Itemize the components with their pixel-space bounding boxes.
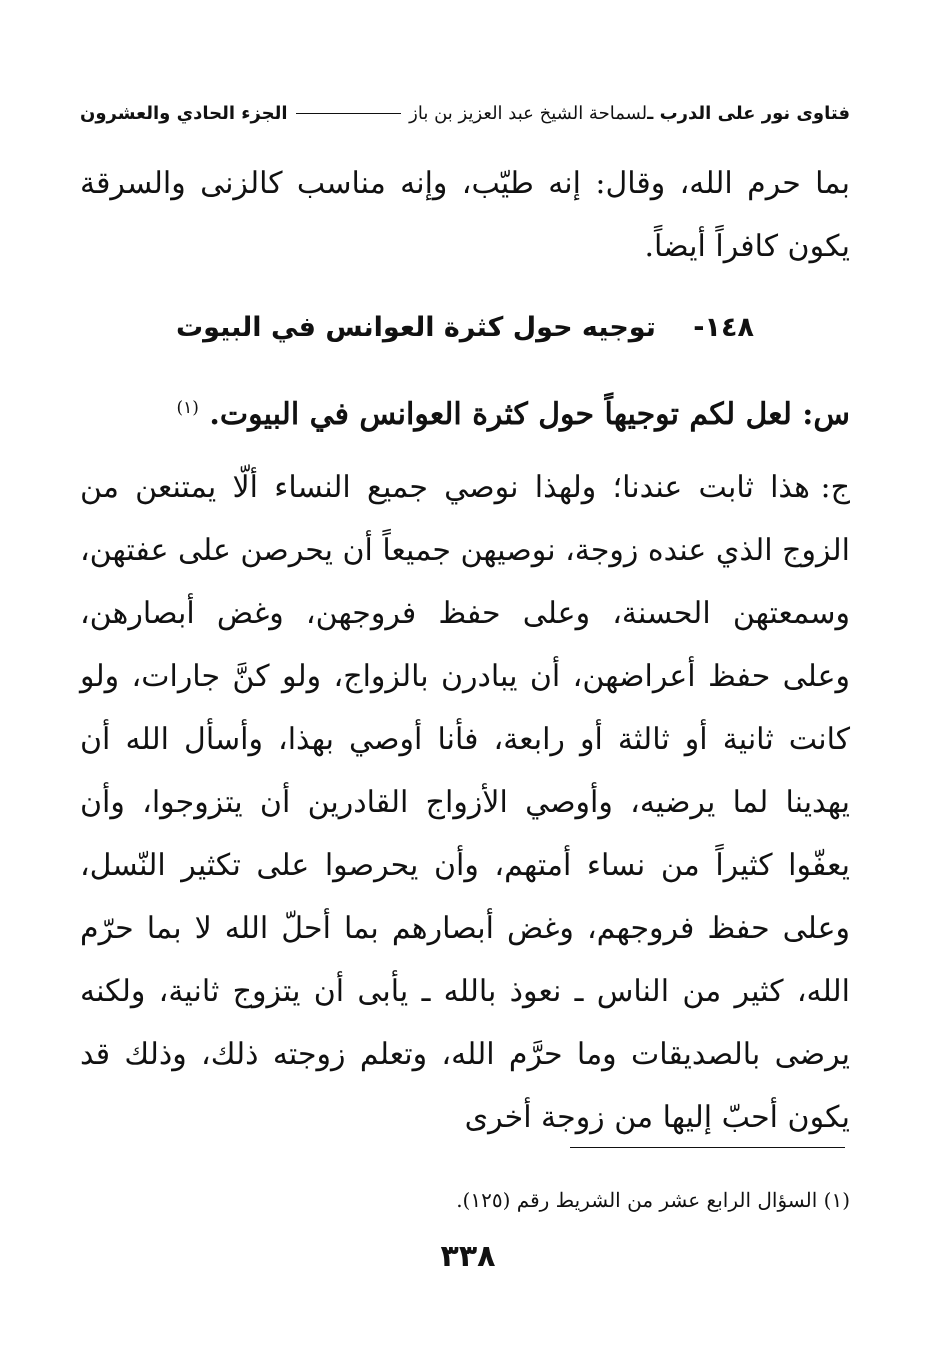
- header-volume: الجزء الحادي والعشرون: [80, 102, 288, 124]
- question-text: س: لعل لكم توجيهاً حول كثرة العوانس في البيوت.: [209, 397, 850, 432]
- answer-paragraph: [80, 456, 850, 1149]
- footnote-separator: [570, 1147, 845, 1148]
- section-title: توجيه حول كثرة العوانس في البيوت: [176, 312, 656, 343]
- question: [80, 375, 850, 448]
- answer-text: هذا ثابت عندنا؛ ولهذا نوصي جميع النساء ألّا يمتنعن من الزوج الذي عنده زوجة، نوصيهن جميعاً أن يحرصن على عفتهن، وسمعتهن الحسنة، وعلى حفظ فروجهن، وغض أبصارهن، وعلى حفظ أعراضهن، أن يبادرن بالزواج، ولو كنَّ جارات، ولو كانت ثانية أو ثالثة أو رابعة، فأنا أوصي بهذا، وأسأل الله أن يهدينا لما يرضيه، وأوصي الأزواج القادرين أن يتزوجوا، وأن يعفّوا كثيراً من نساء أمتهم، وأن يحرصوا على تكثير النّسل، وعلى حفظ فروجهم، وغض أبصارهم بما أحلّ الله لا بما حرّم الله، كثير من الناس ـ نعوذ بالله ـ يأبى أن يتزوج ثانية، ولكنه يرضى بالصديقات وما حرَّم الله، وتعلم زوجته ذلك، وذلك قد يكون أحبّ إليها من زوجة أخرى: [80, 470, 850, 1135]
- header-series-title: فتاوى نور على الدرب ـ: [647, 102, 850, 124]
- footnote-marker: (١): [176, 398, 199, 418]
- header-author: لسماحة الشيخ عبد العزيز بن باز: [409, 102, 648, 124]
- footnote: (١) السؤال الرابع عشر من الشريط رقم (١٢٥).: [456, 1188, 850, 1212]
- running-header: [80, 96, 850, 130]
- section-number: ١٤٨-: [693, 312, 754, 343]
- page-number: ٣٣٨: [440, 1239, 496, 1274]
- header-rule: [296, 113, 402, 114]
- continuation-paragraph: بما حرم الله، وقال: إنه طيّب، وإنه مناسب كالزنى والسرقة يكون كافراً أيضاً.: [80, 166, 850, 264]
- answer-lead: ج:: [820, 470, 850, 505]
- section-heading: [80, 300, 850, 356]
